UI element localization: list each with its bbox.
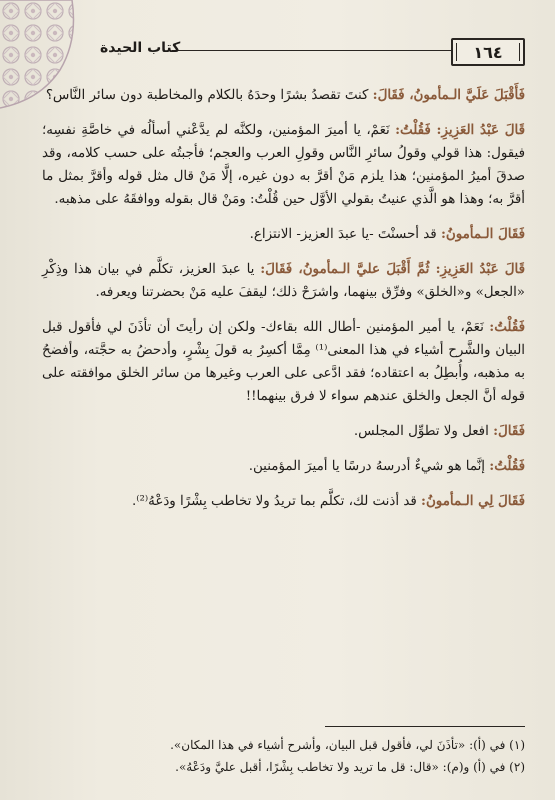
footnotes xyxy=(42,734,525,778)
paragraph-text: يا عبدَ العزيز، تكلَّم في بيان هذا وذِكْرِ «الجعل» و«الخلق» وفرِّق بينهما، واشرَحْ ذلك؛ ليقفَ عليه مَنْ بحضرتنا ويعرفه. xyxy=(42,262,525,300)
footnote-divider xyxy=(325,726,525,727)
book-title: كتاب الحيدة xyxy=(100,40,181,56)
speaker-label: قَالَ عَبْدُ العَزِيزِ: فَقُلْتُ: xyxy=(395,122,525,138)
paragraph-4 xyxy=(42,258,525,304)
paragraph-text: افعل ولا تطوِّل المجلس. xyxy=(353,424,494,439)
speaker-label: فَقُلْتُ: xyxy=(489,319,525,335)
paragraph-5 xyxy=(42,316,525,408)
paragraph-3 xyxy=(42,223,525,246)
paragraph-6 xyxy=(42,420,525,443)
paragraph-text: قد أحسنْتَ -يا عبدَ العزيز- الانتزاع. xyxy=(249,227,441,242)
main-text xyxy=(42,84,525,525)
speaker-label: فَقَالَ: xyxy=(493,423,525,439)
paragraph-8 xyxy=(42,490,525,513)
speaker-label: فَقَالَ لِي الـمأمونُ: xyxy=(421,493,525,509)
footnote-1: (١) في (أ): «تأذَنَ لي، فأقول قبل البيان، وأشرح أشياء في هذا المكان». xyxy=(170,738,525,752)
paragraph-text: نَعَمْ، يا أميرَ المؤمنين، ولكنَّه لم يدَّعْني أسألُه في خاصَّةِ نفسِه؛ فيقول: هذا قولي وقولُ سائرِ النَّاس وقولِ العرب والعجم؛ فأجبتُه على حسب كلامه، وقد صدقَ أميرُ المؤمنين؛ هذا يلزم مَنْ أقرَّ به دون غيره، إلَّا مَنْ قال مثل قوله وأقرَّ بمثل ما أقرَّ به؛ وهذا هو الَّذي عنيتُ بقولي الأوَّل حين قُلْتُ: ومَنْ قال بقوله ووافقَهُ على مذهبه. xyxy=(42,123,525,207)
paragraph-text: قد أذنت لك، تكلَّم بما تريدُ ولا تخاطب بِشْرًا ودَعْهُ⁽²⁾. xyxy=(131,494,422,509)
paragraph-text: نَعَمْ، يا أمير المؤمنين -أطال الله بقاءك- ولكن إن رأيتَ أن تأذَنَ لي فأقول قبل البيان والشَّرح أشياء في هذا المعنى⁽¹⁾ مِمَّا أكسِرُ به قولَ بِشْرٍ، وأدحضُ به حجَّته، وأفضحُ به مذهبه، وأُبطِلُ به اعتقاده؛ فقد ادَّعى على العرب وغيرها من سائر الخلق موافقته على قوله أنَّ الجعل والخلق عندهم سواء لا فرق بينهما!! xyxy=(42,320,526,404)
paragraph-2 xyxy=(42,119,525,211)
paragraph-7 xyxy=(42,455,525,478)
header-rule xyxy=(172,50,453,51)
speaker-label: فَقُلْتُ: xyxy=(489,458,525,474)
paragraph-text: كنتَ تقصدُ بشرًا وحدَهُ بالكلام والمخاطبة دون سائر النَّاس؟ xyxy=(45,88,373,103)
speaker-label: قَالَ عَبْدُ العَزِيزِ: ثُمَّ أَقْبَلَ عليَّ الـمأمونُ، فَقَالَ: xyxy=(260,261,526,277)
footnote-2: (٢) في (أ) و(م): «قال: قل ما تريد ولا تخاطب بِشْرًا، أقبل عليَّ ودَعْهُ». xyxy=(175,760,525,774)
paragraph-text: إنَّما هو شيءٌ أدرسهُ درسًا يا أميرَ المؤمنين. xyxy=(248,459,490,474)
page-header xyxy=(100,38,525,66)
page-number: ١٦٤ xyxy=(451,38,525,66)
paragraph-1 xyxy=(42,84,525,107)
speaker-label: فَأَقْبَلَ عَلَيَّ الـمأمونُ، فَقَالَ: xyxy=(372,87,525,103)
speaker-label: فَقَالَ الـمأمونُ: xyxy=(440,226,525,242)
